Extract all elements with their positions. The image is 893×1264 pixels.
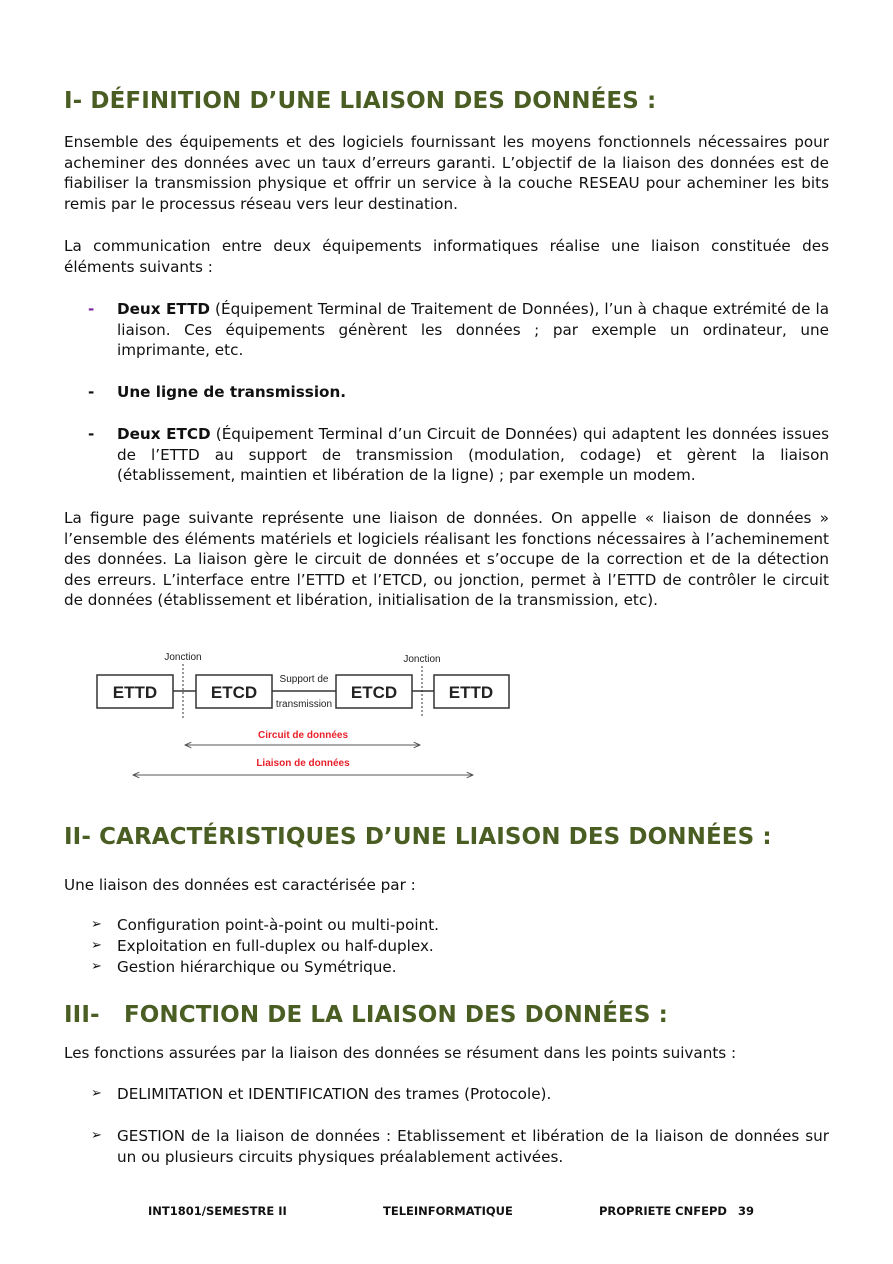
- jonction-right-label: Jonction: [403, 654, 441, 665]
- support-label-bottom: transmission: [275, 699, 333, 710]
- bullet-text: (Équipement Terminal d’un Circuit de Données) qui adaptent les données issues de l’ETTD au support de transmission (modulation, codage) et gèrent la liaison (établissement, maintien et libération de la ligne) ; par exemple un modem.: [117, 425, 830, 485]
- section-3-title: III- FONCTION DE LA LIAISON DES DONNÉES :: [64, 1002, 668, 1028]
- section-1-paragraph-2: La communication entre deux équipements informatiques réalise une liaison constituée des éléments suivants :: [64, 237, 829, 276]
- section-1-title: I- DÉFINITION D’UNE LIAISON DES DONNÉES :: [64, 88, 657, 114]
- ettd-label-right: ETTD: [448, 683, 494, 702]
- circuit-label: Circuit de données: [257, 730, 349, 741]
- section-3-list-item: ➢ GESTION de la liaison de données : Etablissement et libération de la liaison de données sur un ou plusieurs circuits physiques préalablement activées.: [91, 1127, 829, 1166]
- section-1-paragraph-3: La figure page suivante représente une liaison de données. On appelle « liaison de données » l’ensemble des éléments matériels et logiciels réalisant les fonctions nécessaires à l’acheminement des données. La liaison gère le circuit de données et s’occupe de la correction et de la détection des erreurs. L’interface entre l’ETTD et l’ETCD, ou jonction, permet à l’ETTD de contrôler le circuit de données (établissement et libération, initialisation de la transmission, etc).: [64, 509, 829, 610]
- section-2-list-item: ➢ Configuration point-à-point ou multi-point.: [91, 916, 439, 934]
- arrow-bullet-icon: ➢: [91, 938, 102, 953]
- liaison-label: Liaison de données: [256, 758, 350, 769]
- etcd-label-right: ETCD: [350, 683, 398, 702]
- section-1-paragraph-1: Ensemble des équipements et des logiciels fournissant les moyens fonctionnels nécessaires pour acheminer des données avec un taux d’erreurs garanti. L’objectif de la liaison des données est de fiabiliser la transmission physique et offrir un service à la couche RESEAU pour acheminer les bits remis par le processus réseau vers leur destination.: [64, 133, 829, 213]
- arrow-bullet-icon: ➢: [91, 959, 102, 974]
- arrow-bullet-icon: ➢: [91, 1086, 102, 1101]
- section-3-list-item: ➢ DELIMITATION et IDENTIFICATION des trames (Protocole).: [91, 1085, 552, 1103]
- etcd-label-left: ETCD: [210, 683, 258, 702]
- bullet-marker: -: [88, 300, 95, 318]
- bullet-bold-text: Deux ETCD: [117, 425, 211, 443]
- section-3-intro: Les fonctions assurées par la liaison des données se résument dans les points suivants :: [64, 1044, 737, 1062]
- jonction-left-label: Jonction: [164, 652, 202, 663]
- bullet-item-ettd: [88, 299, 829, 361]
- arrow-bullet-icon: ➢: [91, 1128, 102, 1143]
- bullet-marker: -: [88, 383, 95, 401]
- bullet-text: (Équipement Terminal de Traitement de Données), l’un à chaque extrémité de la liaison. Ces équipements génèrent les données ; par exemple un ordinateur, une imprimante, etc.: [117, 300, 830, 360]
- section-2-list-item: ➢ Exploitation en full-duplex ou half-duplex.: [91, 937, 434, 955]
- page-number: 39: [738, 1204, 755, 1218]
- bullet-bold-text: Deux ETTD: [117, 300, 211, 318]
- footer-subject: TELEINFORMATIQUE: [383, 1204, 513, 1218]
- bullet-item-ligne: [88, 382, 829, 403]
- footer-course-code: INT1801/SEMESTRE II: [148, 1204, 287, 1218]
- liaison-diagram: [90, 648, 530, 784]
- support-label-top: Support de: [279, 674, 329, 685]
- section-2-list-item: ➢ Gestion hiérarchique ou Symétrique.: [91, 958, 397, 976]
- section-2-title: II- CARACTÉRISTIQUES D’UNE LIAISON DES DONNÉES :: [64, 824, 772, 850]
- arrow-bullet-icon: ➢: [91, 917, 102, 932]
- bullet-marker: -: [88, 425, 95, 443]
- bullet-item-etcd: [88, 424, 829, 486]
- ettd-label-left: ETTD: [112, 683, 158, 702]
- bullet-bold-text: Une ligne de transmission.: [117, 383, 347, 401]
- section-2-intro: Une liaison des données est caractérisée par :: [64, 876, 416, 894]
- footer-owner: PROPRIETE CNFEPD: [599, 1204, 727, 1218]
